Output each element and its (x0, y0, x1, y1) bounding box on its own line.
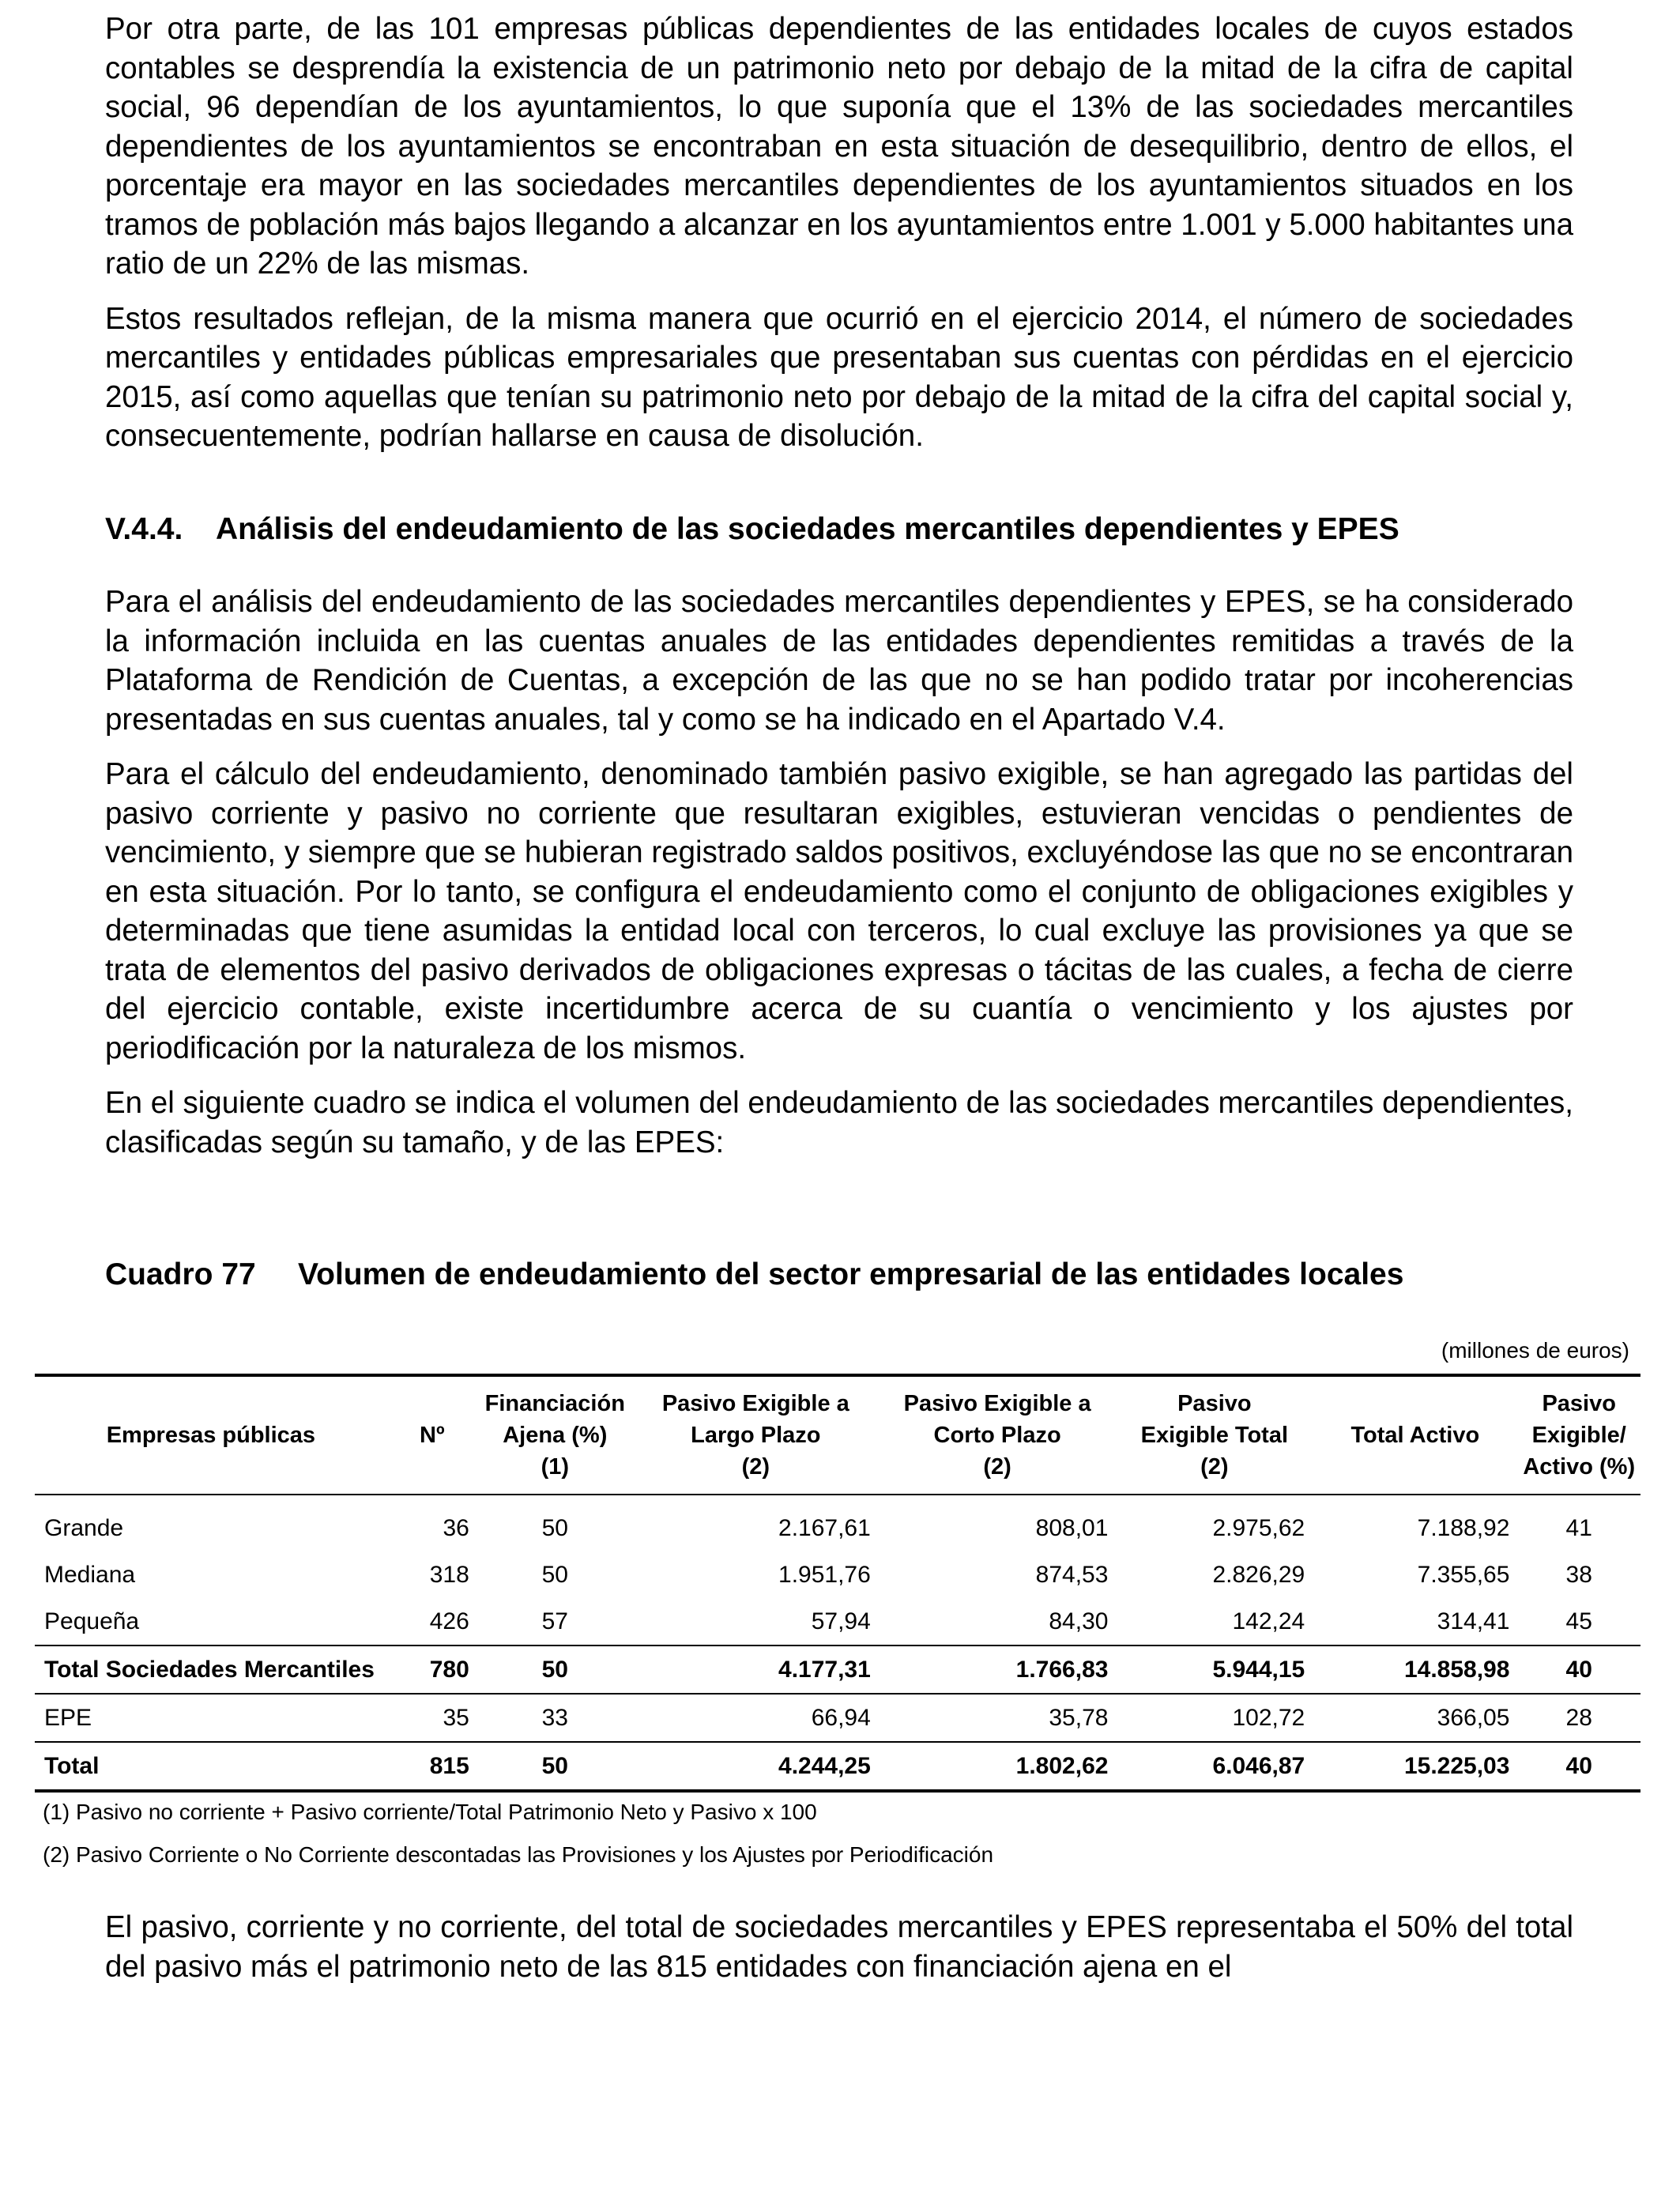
cell-exigible-total: 2.826,29 (1212, 1561, 1305, 1588)
section-title: Análisis del endeudamiento de las sociedades mercantiles dependientes y EPES (216, 512, 1399, 546)
cell-financiacion: 50 (541, 1656, 568, 1683)
cell-numero: 815 (429, 1752, 469, 1779)
paragraph: Para el análisis del endeudamiento de las sociedades mercantiles dependientes y EPES, se ha considerado la información incluida en las cuentas anuales de las entidades dependientes remitidas a través de la Plataforma de Rendición de Cuentas, a excepción de las que no se han podido tratar por incoherencias presentadas en sus cuentas anuales, tal y como se ha indicado en el Apartado V.4. (105, 585, 1573, 737)
cell-numero: 780 (429, 1656, 469, 1683)
cell-ratio: 45 (1565, 1608, 1592, 1634)
table-caption (105, 1255, 1573, 1295)
paragraph: Estos resultados reflejan, de la misma manera que ocurrió en el ejercicio 2014, el número de sociedades mercantiles y entidades públicas empresariales que presentaban sus cuentas con pérdidas en el ejercicio 2015, así como aquellas que tenían su patrimonio neto por debajo de la mitad de la cifra del capital social y, consecuentemente, podrían hallarse en causa de disolución. (105, 301, 1573, 453)
cell-numero: 35 (443, 1704, 469, 1731)
row-label: EPE (44, 1704, 92, 1731)
header-total-activo: Total Activo (1350, 1423, 1480, 1448)
table-title: Volumen de endeudamiento del sector empresarial de las entidades locales (298, 1257, 1404, 1291)
cell-financiacion: 50 (541, 1561, 568, 1588)
cell-ratio: 40 (1565, 1752, 1592, 1779)
cell-exigible-total: 142,24 (1232, 1608, 1305, 1634)
cell-corto-plazo: 808,01 (1035, 1514, 1109, 1541)
cell-financiacion: 50 (541, 1514, 568, 1541)
cell-ratio: 40 (1565, 1656, 1592, 1683)
footnote: (2) Pasivo Corriente o No Corriente descontadas las Provisiones y los Ajustes por Periodificación (43, 1842, 994, 1867)
cell-financiacion: 33 (541, 1704, 568, 1731)
table-row-subtotal (35, 1646, 1640, 1694)
cell-total-activo: 366,05 (1437, 1704, 1510, 1731)
footnote: (1) Pasivo no corriente + Pasivo corriente/Total Patrimonio Neto y Pasivo x 100 (43, 1800, 817, 1824)
cell-largo-plazo: 1.951,76 (778, 1561, 871, 1588)
header-empresas: Empresas públicas (106, 1423, 316, 1448)
table-units: (millones de euros) (1441, 1338, 1629, 1363)
table-row (35, 1551, 1640, 1598)
cell-corto-plazo: 1.802,62 (1015, 1752, 1109, 1779)
section-heading (105, 510, 1573, 549)
cell-exigible-total: 6.046,87 (1212, 1752, 1305, 1779)
section-body (105, 582, 1573, 1178)
header-exigible-total: Pasivo Exigible Total (2) (1140, 1391, 1289, 1480)
cell-total-activo: 7.355,65 (1417, 1561, 1510, 1588)
cell-total-activo: 15.225,03 (1403, 1752, 1510, 1779)
paragraph: Por otra parte, de las 101 empresas públicas dependientes de las entidades locales de cuyos estados contables se desprendía la existencia de un patrimonio neto por debajo de la mitad de la cifra de capital social, 96 dependían de los ayuntamientos, lo que suponía que el 13% de las sociedades mercantiles dependientes de los ayuntamientos se encontraban en esta situación de desequilibrio, dentro de ellos, el porcentaje era mayor en las sociedades mercantiles dependientes de los ayuntamientos situados en los tramos de población más bajos llegando a alcanzar en los ayuntamientos entre 1.001 y 5.000 habitantes una ratio de un 22% de las mismas. (105, 12, 1573, 281)
cell-largo-plazo: 2.167,61 (778, 1514, 871, 1541)
header-corto-plazo: Pasivo Exigible a Corto Plazo (2) (903, 1391, 1091, 1480)
cell-exigible-total: 102,72 (1232, 1704, 1305, 1731)
paragraph: En el siguiente cuadro se indica el volumen del endeudamiento de las sociedades mercantiles dependientes, clasificadas según su tamaño, y de las EPES: (105, 1086, 1573, 1159)
cell-total-activo: 7.188,92 (1417, 1514, 1510, 1541)
closing-paragraph: El pasivo, corriente y no corriente, del total de sociedades mercantiles y EPES representaba el 50% del total del pasivo más el patrimonio neto de las 815 entidades con financiación ajena en el (105, 1910, 1573, 1984)
cell-corto-plazo: 35,78 (1049, 1704, 1109, 1731)
debt-table (35, 1374, 1640, 1793)
cell-numero: 318 (429, 1561, 469, 1588)
header-ratio: Pasivo Exigible/ Activo (%) (1523, 1391, 1636, 1480)
cell-total-activo: 314,41 (1437, 1608, 1510, 1634)
row-label: Mediana (44, 1561, 136, 1588)
paragraph: Para el cálculo del endeudamiento, denominado también pasivo exigible, se han agregado las partidas del pasivo corriente y pasivo no corriente que resultaran exigibles, estuvieran vencidas o pendientes de vencimiento, y siempre que se hubieran registrado saldos positivos, excluyéndose las que no se encontraran en esta situación. Por lo tanto, se configura el endeudamiento como el conjunto de obligaciones exigibles y determinadas que tiene asumidas la entidad local con terceros, lo cual excluye las provisiones ya que se trata de elementos del pasivo derivados de obligaciones expresas o tácitas de las cuales, a fecha de cierre del ejercicio contable, existe incertidumbre acerca de su cuantía o vencimiento y los ajustes por periodificación por la naturaleza de los mismos. (105, 757, 1573, 1065)
cell-ratio: 38 (1565, 1561, 1592, 1588)
table-row (35, 1495, 1640, 1551)
cell-numero: 426 (429, 1608, 469, 1634)
header-numero: Nº (420, 1423, 445, 1448)
cell-largo-plazo: 4.177,31 (778, 1656, 871, 1683)
cell-ratio: 41 (1565, 1514, 1592, 1541)
row-label: Pequeña (44, 1608, 140, 1634)
cell-largo-plazo: 66,94 (811, 1704, 871, 1731)
header-financiacion: Financiación Ajena (%) (1) (484, 1391, 625, 1480)
cell-largo-plazo: 4.244,25 (778, 1752, 871, 1779)
header-largo-plazo: Pasivo Exigible a Largo Plazo (2) (661, 1391, 849, 1480)
section-number: V.4.4. (105, 512, 183, 546)
cell-exigible-total: 5.944,15 (1212, 1656, 1305, 1683)
table-header-row (35, 1375, 1640, 1495)
table-row (35, 1694, 1640, 1742)
cell-largo-plazo: 57,94 (811, 1608, 871, 1634)
table-row-total (35, 1742, 1640, 1791)
cell-exigible-total: 2.975,62 (1212, 1514, 1305, 1541)
row-label: Grande (44, 1514, 124, 1541)
cell-ratio: 28 (1565, 1704, 1592, 1731)
cell-total-activo: 14.858,98 (1403, 1656, 1510, 1683)
cell-numero: 36 (443, 1514, 469, 1541)
cell-financiacion: 57 (541, 1608, 568, 1634)
table-row (35, 1598, 1640, 1646)
intro-text (105, 9, 1573, 472)
cell-financiacion: 50 (541, 1752, 568, 1779)
table-notes (43, 1799, 1623, 1884)
cell-corto-plazo: 1.766,83 (1015, 1656, 1109, 1683)
table-number: Cuadro 77 (105, 1257, 256, 1291)
row-label: Total (44, 1752, 100, 1779)
cell-corto-plazo: 84,30 (1049, 1608, 1109, 1634)
row-label: Total Sociedades Mercantiles (44, 1656, 375, 1683)
cell-corto-plazo: 874,53 (1035, 1561, 1109, 1588)
